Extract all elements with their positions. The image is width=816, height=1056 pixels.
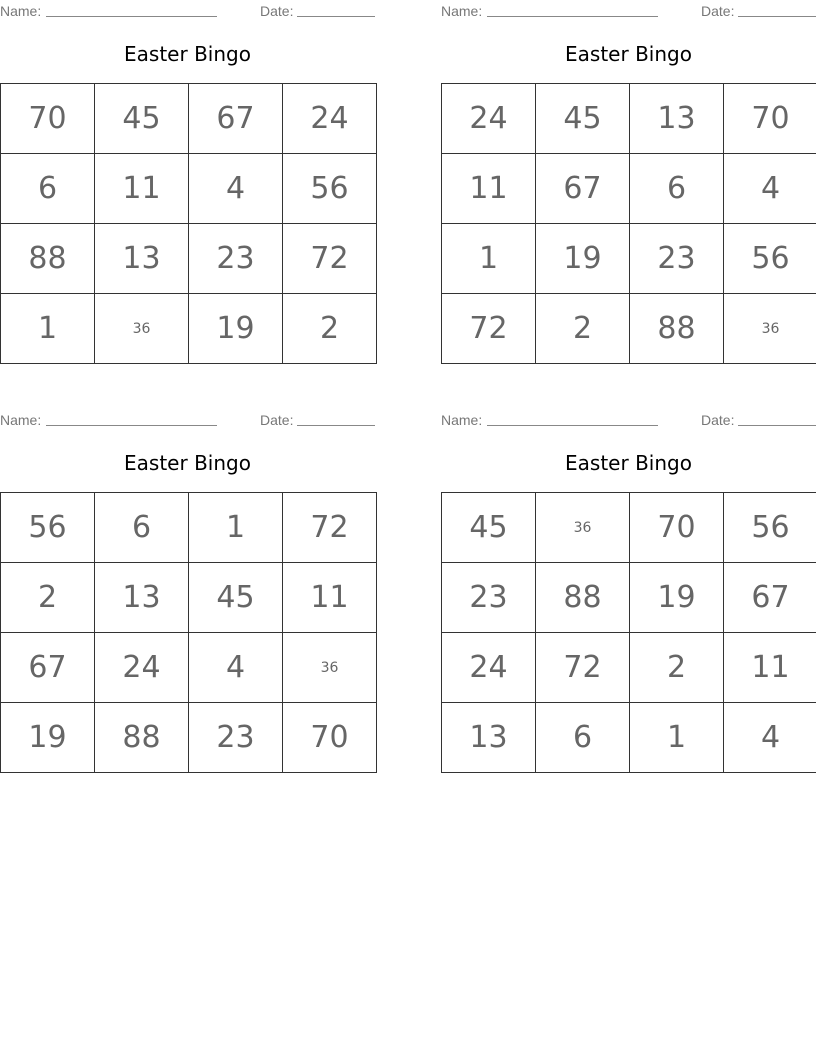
bingo-cell[interactable]: 36 <box>283 633 377 703</box>
bingo-cell[interactable]: 19 <box>189 294 283 364</box>
bingo-cell[interactable]: 11 <box>724 633 816 703</box>
bingo-cell[interactable]: 36 <box>95 294 189 364</box>
bingo-cell[interactable]: 1 <box>1 294 95 364</box>
bingo-cell[interactable]: 11 <box>95 154 189 224</box>
bingo-row <box>1 154 377 224</box>
bingo-cell[interactable]: 56 <box>724 224 816 294</box>
name-label: Name: <box>441 3 483 19</box>
bingo-cell[interactable]: 24 <box>283 84 377 154</box>
name-blank-line[interactable] <box>487 16 658 17</box>
bingo-cell[interactable]: 23 <box>442 563 536 633</box>
bingo-grid <box>441 83 816 364</box>
bingo-row <box>1 563 377 633</box>
bingo-row <box>1 294 377 364</box>
bingo-cell[interactable]: 4 <box>189 154 283 224</box>
bingo-cell[interactable]: 36 <box>724 294 816 364</box>
date-blank-line[interactable] <box>297 16 375 17</box>
bingo-cell[interactable]: 45 <box>95 84 189 154</box>
bingo-cell[interactable]: 19 <box>630 563 724 633</box>
bingo-cell[interactable]: 45 <box>189 563 283 633</box>
bingo-cell[interactable]: 13 <box>95 563 189 633</box>
date-blank-line[interactable] <box>738 16 816 17</box>
bingo-cell[interactable]: 11 <box>442 154 536 224</box>
bingo-cell[interactable]: 36 <box>536 493 630 563</box>
date-label: Date: <box>260 412 294 428</box>
bingo-row <box>1 493 377 563</box>
bingo-row <box>442 224 816 294</box>
bingo-grid <box>441 492 816 773</box>
bingo-cell[interactable]: 4 <box>724 703 816 773</box>
bingo-row <box>442 154 816 224</box>
card-header <box>441 1 816 21</box>
bingo-cell[interactable]: 6 <box>630 154 724 224</box>
bingo-cell[interactable]: 45 <box>536 84 630 154</box>
bingo-card <box>441 409 816 774</box>
bingo-row <box>442 493 816 563</box>
name-label: Name: <box>441 412 483 428</box>
bingo-card <box>441 0 816 365</box>
bingo-cell[interactable]: 6 <box>95 493 189 563</box>
bingo-cell[interactable]: 70 <box>630 493 724 563</box>
bingo-grid <box>0 83 377 364</box>
card-header <box>441 410 816 430</box>
name-blank-line[interactable] <box>46 16 217 17</box>
bingo-cell[interactable]: 67 <box>724 563 816 633</box>
bingo-row <box>442 563 816 633</box>
bingo-cell[interactable]: 24 <box>442 84 536 154</box>
bingo-cell[interactable]: 1 <box>189 493 283 563</box>
bingo-cell[interactable]: 13 <box>442 703 536 773</box>
date-label: Date: <box>260 3 294 19</box>
bingo-cell[interactable]: 24 <box>442 633 536 703</box>
card-title: Easter Bingo <box>124 451 251 475</box>
date-blank-line[interactable] <box>297 425 375 426</box>
bingo-cell[interactable]: 1 <box>630 703 724 773</box>
bingo-cell[interactable]: 1 <box>442 224 536 294</box>
bingo-grid <box>0 492 377 773</box>
bingo-row <box>1 633 377 703</box>
bingo-cell[interactable]: 2 <box>630 633 724 703</box>
bingo-cell[interactable]: 13 <box>95 224 189 294</box>
bingo-row <box>442 294 816 364</box>
bingo-row <box>442 84 816 154</box>
bingo-cell[interactable]: 6 <box>1 154 95 224</box>
bingo-cell[interactable]: 88 <box>1 224 95 294</box>
bingo-cell[interactable]: 72 <box>536 633 630 703</box>
date-label: Date: <box>701 3 735 19</box>
name-label: Name: <box>0 412 42 428</box>
bingo-row <box>1 224 377 294</box>
bingo-cell[interactable]: 88 <box>536 563 630 633</box>
bingo-cell[interactable]: 11 <box>283 563 377 633</box>
bingo-row <box>442 703 816 773</box>
bingo-card <box>0 409 375 774</box>
bingo-cell[interactable]: 24 <box>95 633 189 703</box>
bingo-cell[interactable]: 67 <box>189 84 283 154</box>
bingo-cell[interactable]: 72 <box>283 224 377 294</box>
card-title: Easter Bingo <box>565 42 692 66</box>
date-blank-line[interactable] <box>738 425 816 426</box>
bingo-cell[interactable]: 4 <box>724 154 816 224</box>
card-title: Easter Bingo <box>124 42 251 66</box>
bingo-cell[interactable]: 23 <box>189 703 283 773</box>
bingo-cell[interactable]: 19 <box>536 224 630 294</box>
bingo-cell[interactable]: 6 <box>536 703 630 773</box>
bingo-cell[interactable]: 67 <box>1 633 95 703</box>
bingo-cell[interactable]: 13 <box>630 84 724 154</box>
bingo-cell[interactable]: 88 <box>630 294 724 364</box>
bingo-cell[interactable]: 45 <box>442 493 536 563</box>
bingo-cell[interactable]: 23 <box>630 224 724 294</box>
name-label: Name: <box>0 3 42 19</box>
name-blank-line[interactable] <box>487 425 658 426</box>
bingo-cell[interactable]: 70 <box>1 84 95 154</box>
bingo-cell[interactable]: 72 <box>442 294 536 364</box>
bingo-cell[interactable]: 70 <box>724 84 816 154</box>
bingo-cell[interactable]: 56 <box>1 493 95 563</box>
bingo-cell[interactable]: 19 <box>1 703 95 773</box>
bingo-cell[interactable]: 56 <box>724 493 816 563</box>
card-header <box>0 410 375 430</box>
bingo-cell[interactable]: 4 <box>189 633 283 703</box>
bingo-row <box>442 633 816 703</box>
date-label: Date: <box>701 412 735 428</box>
bingo-cell[interactable]: 67 <box>536 154 630 224</box>
bingo-cell[interactable]: 56 <box>283 154 377 224</box>
bingo-cell[interactable]: 88 <box>95 703 189 773</box>
bingo-row <box>1 703 377 773</box>
card-title: Easter Bingo <box>565 451 692 475</box>
bingo-cell[interactable]: 2 <box>283 294 377 364</box>
bingo-cell[interactable]: 2 <box>1 563 95 633</box>
bingo-cell[interactable]: 23 <box>189 224 283 294</box>
bingo-cell[interactable]: 72 <box>283 493 377 563</box>
card-header <box>0 1 375 21</box>
bingo-row <box>1 84 377 154</box>
bingo-card <box>0 0 375 365</box>
bingo-cell[interactable]: 2 <box>536 294 630 364</box>
bingo-cell[interactable]: 70 <box>283 703 377 773</box>
name-blank-line[interactable] <box>46 425 217 426</box>
